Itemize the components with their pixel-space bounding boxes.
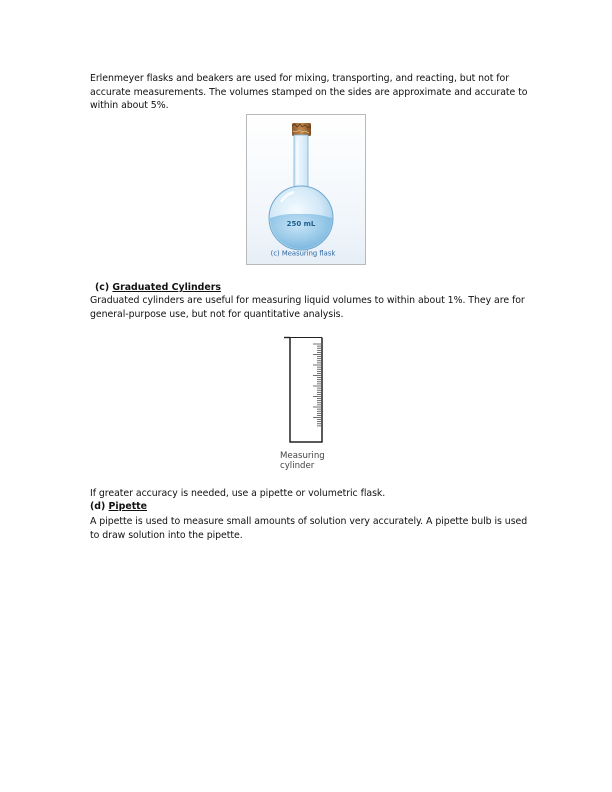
graduated-cylinders-paragraph: Graduated cylinders are useful for measuring liquid volumes to within about 1%. They are for general-purpose use, but not for quantitative analysis. bbox=[90, 295, 525, 320]
measuring-cylinder-figure bbox=[276, 334, 346, 474]
graduated-cylinders-heading bbox=[95, 281, 221, 294]
graduated-cylinders-title: Graduated Cylinders bbox=[112, 282, 221, 293]
graduated-cylinders-prefix: (c) bbox=[95, 282, 110, 293]
cylinder-caption-line1: Measuring bbox=[280, 451, 325, 461]
measuring-cylinder-illustration bbox=[276, 334, 346, 446]
pipette-heading bbox=[90, 500, 147, 513]
pipette-title: Pipette bbox=[108, 501, 148, 512]
accuracy-note: If greater accuracy is needed, use a pipette or volumetric flask. bbox=[90, 488, 386, 499]
pipette-prefix: (d) bbox=[90, 501, 106, 512]
cylinder-caption bbox=[280, 451, 340, 471]
measuring-flask-illustration bbox=[246, 114, 366, 265]
pipette-paragraph: A pipette is used to measure small amounts of solution very accurately. A pipette bulb is used to draw solution into the pipette. bbox=[90, 516, 528, 541]
flask-caption: (c) Measuring flask bbox=[270, 249, 336, 258]
cylinder-caption-line2: cylinder bbox=[280, 461, 315, 471]
measuring-flask-figure bbox=[246, 114, 366, 265]
flask-volume-label: 250 mL bbox=[286, 220, 316, 228]
intro-paragraph: Erlenmeyer flasks and beakers are used for mixing, transporting, and reacting, but not for accurate measurements. The volumes stamped on the sides are approximate and accurate to within about 5%. bbox=[90, 73, 528, 111]
